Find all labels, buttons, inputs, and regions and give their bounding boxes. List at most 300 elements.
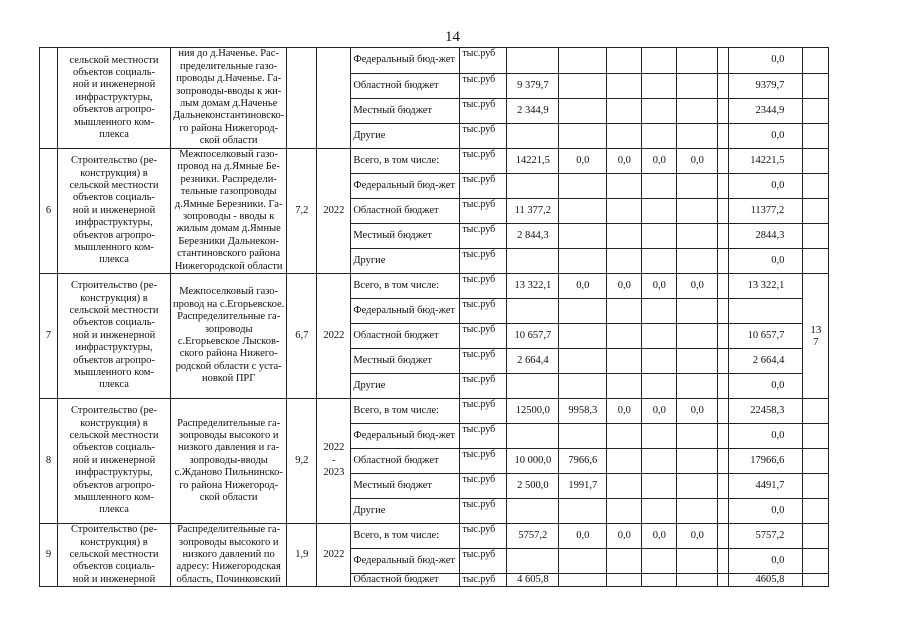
funding-source: Федеральный бюд-жет — [351, 549, 460, 574]
amount-cell: 2 500,0 — [507, 474, 559, 499]
project-description — [171, 48, 287, 149]
project-name-line: Строительство (ре- — [71, 155, 157, 167]
table-row — [40, 149, 829, 174]
project-description-line: резники. Распредели- — [180, 173, 277, 185]
extra-cell — [803, 199, 829, 224]
unit-label: тыс.руб — [460, 449, 507, 474]
project-name-line: инфраструктуры, — [75, 342, 153, 354]
project-name — [58, 524, 171, 587]
spacer-cell — [718, 324, 729, 349]
amount-cell — [507, 424, 559, 449]
project-description-line: Березники Дальнекон- — [178, 235, 279, 247]
amount-cell: 0,0 — [642, 274, 677, 299]
project-name-line: инфраструктуры, — [75, 467, 153, 479]
amount-cell — [677, 224, 718, 249]
amount-cell — [559, 549, 607, 574]
funding-source: Областной бюджет — [351, 574, 460, 587]
project-name-line: мышленного ком- — [74, 492, 154, 504]
spacer-cell — [718, 224, 729, 249]
amount-cell — [642, 349, 677, 374]
project-name-line: конструкция) в — [80, 167, 148, 179]
project-capacity: 7,2 — [287, 149, 317, 274]
project-name-line: плекса — [99, 379, 129, 391]
funding-source: Областной бюджет — [351, 199, 460, 224]
spacer-cell — [718, 48, 729, 74]
project-name-line: объектов агропро- — [73, 104, 155, 116]
extra-cell — [803, 574, 829, 587]
amount-cell — [677, 499, 718, 524]
amount-cell: 0,0 — [642, 524, 677, 549]
funding-source: Местный бюджет — [351, 474, 460, 499]
amount-cell — [559, 249, 607, 274]
project-description-line: д.Ямные Березники. Га- — [174, 198, 283, 210]
spacer-cell — [718, 449, 729, 474]
spacer-cell — [718, 249, 729, 274]
amount-cell — [559, 199, 607, 224]
amount-cell — [559, 374, 607, 399]
total-cell: 13 322,1 — [729, 274, 803, 299]
spacer-cell — [718, 74, 729, 99]
project-description-line: тельные газопроводы — [180, 186, 277, 198]
funding-source: Всего, в том числе: — [351, 149, 460, 174]
project-name-line: инфраструктуры, — [75, 217, 153, 229]
project-description-line: пределительные газо- — [180, 60, 278, 72]
amount-cell — [507, 174, 559, 199]
project-description-line: низкого давлений по — [182, 549, 275, 561]
unit-label: тыс.руб — [460, 574, 507, 587]
spacer-cell — [718, 199, 729, 224]
amount-cell — [677, 549, 718, 574]
extra-cell — [803, 124, 829, 149]
project-year — [317, 149, 351, 274]
project-year-line: 2022 — [323, 204, 345, 216]
spacer-cell — [718, 524, 729, 549]
table-row — [40, 524, 829, 549]
funding-source: Областной бюджет — [351, 449, 460, 474]
unit-label: тыс.руб — [460, 48, 507, 74]
project-year — [317, 274, 351, 399]
amount-cell — [559, 424, 607, 449]
amount-cell — [677, 199, 718, 224]
unit-label: тыс.руб — [460, 474, 507, 499]
project-name-line: сельской местности — [69, 305, 159, 317]
amount-cell — [607, 48, 642, 74]
project-description-line: Нижегородской области — [174, 260, 283, 272]
total-cell: 9379,7 — [729, 74, 803, 99]
project-description-line: го района Нижегород- — [179, 122, 279, 134]
unit-label: тыс.руб — [460, 74, 507, 99]
project-description-line: ния до д.Наченье. Рас- — [178, 48, 279, 60]
project-description-line: зопроводы-вводы к жи- — [176, 85, 282, 97]
amount-cell — [607, 474, 642, 499]
funding-source: Другие — [351, 249, 460, 274]
project-name-line: сельской местности — [69, 549, 159, 561]
project-number: 7 — [40, 274, 58, 399]
amount-cell: 0,0 — [559, 524, 607, 549]
table-row — [40, 399, 829, 424]
funding-source: Федеральный бюд-жет — [351, 424, 460, 449]
amount-cell: 5757,2 — [507, 524, 559, 549]
unit-label: тыс.руб — [460, 224, 507, 249]
project-description-line: зопроводы-вводы — [189, 454, 268, 466]
amount-cell — [677, 48, 718, 74]
total-cell — [729, 299, 803, 324]
amount-cell — [559, 124, 607, 149]
project-description-line: лым домам д.Наченье — [180, 98, 278, 109]
amount-cell — [642, 574, 677, 587]
project-description-line: область, Починковский — [176, 573, 281, 585]
project-name-line: сельской местности — [69, 180, 159, 192]
project-name-line: ной и инженерной — [72, 454, 156, 466]
project-capacity: 9,2 — [287, 399, 317, 524]
project-name — [58, 274, 171, 399]
project-year — [317, 48, 351, 149]
extra-cell — [803, 149, 829, 174]
amount-cell — [677, 74, 718, 99]
spacer-cell — [718, 424, 729, 449]
project-description-line: проводы д.Наченье. Га- — [176, 73, 282, 85]
extra-cell — [803, 399, 829, 424]
financing-table — [39, 47, 829, 587]
project-number — [40, 48, 58, 149]
amount-cell — [607, 199, 642, 224]
project-description-line: с.Жданово Пильнинско- — [174, 467, 283, 479]
project-year-line: 2022 — [323, 329, 345, 341]
amount-cell: 0,0 — [607, 399, 642, 424]
amount-cell — [507, 549, 559, 574]
project-name-line: объектов агропро- — [73, 229, 155, 241]
amount-cell: 14221,5 — [507, 149, 559, 174]
amount-cell — [642, 549, 677, 574]
amount-cell — [677, 374, 718, 399]
amount-cell: 0,0 — [677, 274, 718, 299]
extra-cell — [803, 499, 829, 524]
amount-cell: 7966,6 — [559, 449, 607, 474]
spacer-cell — [718, 299, 729, 324]
amount-cell — [507, 299, 559, 324]
amount-cell — [677, 324, 718, 349]
project-description-line: Распределительные га- — [177, 417, 281, 429]
project-description — [171, 524, 287, 587]
amount-cell — [507, 499, 559, 524]
amount-cell: 0,0 — [559, 149, 607, 174]
amount-cell — [642, 249, 677, 274]
funding-source: Другие — [351, 374, 460, 399]
project-description-line: зопроводы - вводы к — [182, 211, 275, 223]
funding-source: Всего, в том числе: — [351, 524, 460, 549]
project-description-line: провод на с.Егорьевское. — [173, 298, 285, 310]
project-capacity: 1,9 — [287, 524, 317, 587]
amount-cell — [559, 324, 607, 349]
amount-cell: 11 377,2 — [507, 199, 559, 224]
funding-source: Федеральный бюд-жет — [351, 174, 460, 199]
project-year-line: - — [332, 454, 336, 466]
amount-cell: 0,0 — [559, 274, 607, 299]
extra-cell — [803, 524, 829, 549]
project-name-line: Строительство (ре- — [71, 405, 157, 417]
amount-cell — [559, 299, 607, 324]
unit-label: тыс.руб — [460, 299, 507, 324]
total-cell: 22458,3 — [729, 399, 803, 424]
total-cell: 4605,8 — [729, 574, 803, 587]
funding-source: Областной бюджет — [351, 74, 460, 99]
project-description-line: Межпоселковый газо- — [179, 286, 279, 298]
project-name-line: объектов социаль- — [72, 317, 156, 329]
project-year-line: 2023 — [323, 467, 345, 479]
amount-cell — [607, 299, 642, 324]
amount-cell — [559, 74, 607, 99]
amount-cell — [642, 324, 677, 349]
side-note — [803, 274, 829, 399]
spacer-cell — [718, 399, 729, 424]
amount-cell — [642, 199, 677, 224]
spacer-cell — [718, 574, 729, 587]
amount-cell: 13 322,1 — [507, 274, 559, 299]
project-description-line: зопроводы — [204, 323, 253, 335]
amount-cell — [607, 424, 642, 449]
amount-cell — [607, 574, 642, 587]
project-name — [58, 48, 171, 149]
funding-source: Другие — [351, 124, 460, 149]
amount-cell — [642, 374, 677, 399]
extra-cell — [803, 224, 829, 249]
table-row — [40, 274, 829, 299]
spacer-cell — [718, 474, 729, 499]
funding-source: Всего, в том числе: — [351, 274, 460, 299]
spacer-cell — [718, 174, 729, 199]
extra-cell — [803, 99, 829, 124]
amount-cell: 4 605,8 — [507, 574, 559, 587]
total-cell: 0,0 — [729, 174, 803, 199]
amount-cell — [607, 174, 642, 199]
unit-label: тыс.руб — [460, 124, 507, 149]
project-description-line: с.Егорьевское Лысков- — [177, 336, 280, 348]
spacer-cell — [718, 499, 729, 524]
unit-label: тыс.руб — [460, 374, 507, 399]
amount-cell — [559, 224, 607, 249]
project-description-line: низкого давления и га- — [178, 442, 280, 454]
project-description-line: ского района Нижего- — [179, 348, 278, 360]
project-description-line: Дальнеконстантиновско- — [173, 110, 285, 122]
project-name-line: ной и инженерной — [72, 204, 156, 216]
total-cell: 10 657,7 — [729, 324, 803, 349]
project-year-line: 2022 — [323, 442, 345, 454]
amount-cell — [607, 324, 642, 349]
amount-cell — [677, 449, 718, 474]
table-row — [40, 48, 829, 74]
extra-cell — [803, 48, 829, 74]
amount-cell — [559, 48, 607, 74]
project-name-line: конструкция) в — [80, 536, 148, 548]
unit-label: тыс.руб — [460, 324, 507, 349]
project-description-line: новкой ПРГ — [201, 373, 256, 385]
amount-cell — [642, 424, 677, 449]
amount-cell — [559, 574, 607, 587]
amount-cell: 1991,7 — [559, 474, 607, 499]
project-description-line: зопроводы высокого и — [178, 430, 279, 442]
project-name-line: мышленного ком- — [74, 242, 154, 254]
total-cell: 4491,7 — [729, 474, 803, 499]
total-cell: 0,0 — [729, 48, 803, 74]
side-note-line: 13 — [810, 324, 822, 337]
total-cell: 17966,6 — [729, 449, 803, 474]
project-name-line: сельской местности — [69, 430, 159, 442]
amount-cell — [677, 174, 718, 199]
total-cell: 2844,3 — [729, 224, 803, 249]
total-cell: 0,0 — [729, 124, 803, 149]
project-name-line: объектов социаль- — [72, 561, 156, 573]
amount-cell: 0,0 — [642, 149, 677, 174]
amount-cell — [642, 449, 677, 474]
extra-cell — [803, 74, 829, 99]
project-capacity — [287, 48, 317, 149]
spacer-cell — [718, 124, 729, 149]
project-number: 9 — [40, 524, 58, 587]
amount-cell — [607, 124, 642, 149]
amount-cell — [677, 299, 718, 324]
amount-cell — [559, 99, 607, 124]
unit-label: тыс.руб — [460, 274, 507, 299]
spacer-cell — [718, 149, 729, 174]
unit-label: тыс.руб — [460, 174, 507, 199]
project-description — [171, 149, 287, 274]
funding-source: Местный бюджет — [351, 349, 460, 374]
project-year — [317, 524, 351, 587]
unit-label: тыс.руб — [460, 424, 507, 449]
amount-cell — [559, 174, 607, 199]
funding-source: Федеральный бюд-жет — [351, 299, 460, 324]
extra-cell — [803, 474, 829, 499]
amount-cell: 9958,3 — [559, 399, 607, 424]
project-year — [317, 399, 351, 524]
project-name — [58, 399, 171, 524]
extra-cell — [803, 549, 829, 574]
total-cell: 0,0 — [729, 374, 803, 399]
project-name-line: Строительство (ре- — [71, 280, 157, 292]
project-name-line: Строительство (ре- — [71, 524, 157, 536]
project-description-line: ской области — [199, 135, 258, 147]
project-name-line: мышленного ком- — [74, 367, 154, 379]
amount-cell — [677, 249, 718, 274]
amount-cell: 12500,0 — [507, 399, 559, 424]
unit-label: тыс.руб — [460, 99, 507, 124]
spacer-cell — [718, 99, 729, 124]
project-description-line: стантиновского района — [177, 248, 281, 260]
project-year-line: 2022 — [323, 549, 345, 561]
extra-cell — [803, 424, 829, 449]
spacer-cell — [718, 549, 729, 574]
project-description-line: ской области — [199, 492, 258, 504]
amount-cell — [677, 349, 718, 374]
project-name-line: сельской местности — [69, 54, 159, 66]
amount-cell — [677, 99, 718, 124]
project-name-line: ной и инженерной — [72, 79, 156, 91]
amount-cell: 0,0 — [607, 149, 642, 174]
total-cell: 5757,2 — [729, 524, 803, 549]
page-number: 14 — [445, 29, 460, 45]
amount-cell — [607, 74, 642, 99]
amount-cell: 0,0 — [677, 149, 718, 174]
amount-cell: 2 664,4 — [507, 349, 559, 374]
amount-cell — [507, 374, 559, 399]
project-number: 6 — [40, 149, 58, 274]
amount-cell — [559, 349, 607, 374]
amount-cell — [607, 549, 642, 574]
project-capacity: 6,7 — [287, 274, 317, 399]
project-name-line: инфраструктуры, — [75, 91, 153, 103]
total-cell: 0,0 — [729, 249, 803, 274]
unit-label: тыс.руб — [460, 499, 507, 524]
project-description-line: Распределительные га- — [177, 311, 281, 323]
amount-cell: 0,0 — [677, 399, 718, 424]
amount-cell: 2 344,9 — [507, 99, 559, 124]
unit-label: тыс.руб — [460, 349, 507, 374]
amount-cell: 10 000,0 — [507, 449, 559, 474]
amount-cell — [642, 299, 677, 324]
amount-cell — [642, 474, 677, 499]
side-note-line: 7 — [813, 336, 819, 349]
amount-cell — [642, 174, 677, 199]
project-name-line: мышленного ком- — [74, 116, 154, 128]
project-name-line: плекса — [99, 254, 129, 266]
unit-label: тыс.руб — [460, 549, 507, 574]
total-cell: 14221,5 — [729, 149, 803, 174]
amount-cell — [607, 449, 642, 474]
spacer-cell — [718, 274, 729, 299]
unit-label: тыс.руб — [460, 149, 507, 174]
amount-cell: 0,0 — [677, 524, 718, 549]
project-description — [171, 399, 287, 524]
project-name-line: объектов агропро- — [73, 479, 155, 491]
total-cell: 0,0 — [729, 549, 803, 574]
project-description-line: Межпоселковый газо- — [179, 149, 279, 160]
amount-cell — [507, 249, 559, 274]
amount-cell — [507, 124, 559, 149]
funding-source: Областной бюджет — [351, 324, 460, 349]
amount-cell — [607, 374, 642, 399]
amount-cell: 2 844,3 — [507, 224, 559, 249]
total-cell: 2 664,4 — [729, 349, 803, 374]
unit-label: тыс.руб — [460, 249, 507, 274]
amount-cell — [677, 424, 718, 449]
funding-source: Федеральный бюд-жет — [351, 48, 460, 74]
project-name-line: конструкция) в — [80, 292, 148, 304]
unit-label: тыс.руб — [460, 399, 507, 424]
amount-cell — [642, 74, 677, 99]
spacer-cell — [718, 349, 729, 374]
amount-cell — [642, 48, 677, 74]
total-cell: 0,0 — [729, 499, 803, 524]
amount-cell — [677, 474, 718, 499]
extra-cell — [803, 174, 829, 199]
amount-cell: 0,0 — [642, 399, 677, 424]
funding-source: Другие — [351, 499, 460, 524]
total-cell: 11377,2 — [729, 199, 803, 224]
amount-cell: 0,0 — [607, 274, 642, 299]
amount-cell — [642, 499, 677, 524]
extra-cell — [803, 449, 829, 474]
project-description-line: го района Нижегород- — [179, 479, 279, 491]
project-description-line: жилым домам д.Ямные — [176, 223, 281, 235]
project-description-line: родской области с уста- — [175, 360, 282, 372]
amount-cell — [607, 249, 642, 274]
amount-cell — [642, 124, 677, 149]
amount-cell — [507, 48, 559, 74]
amount-cell — [642, 99, 677, 124]
project-number: 8 — [40, 399, 58, 524]
project-name-line: ной и инженерной — [72, 573, 156, 585]
funding-source: Местный бюджет — [351, 224, 460, 249]
